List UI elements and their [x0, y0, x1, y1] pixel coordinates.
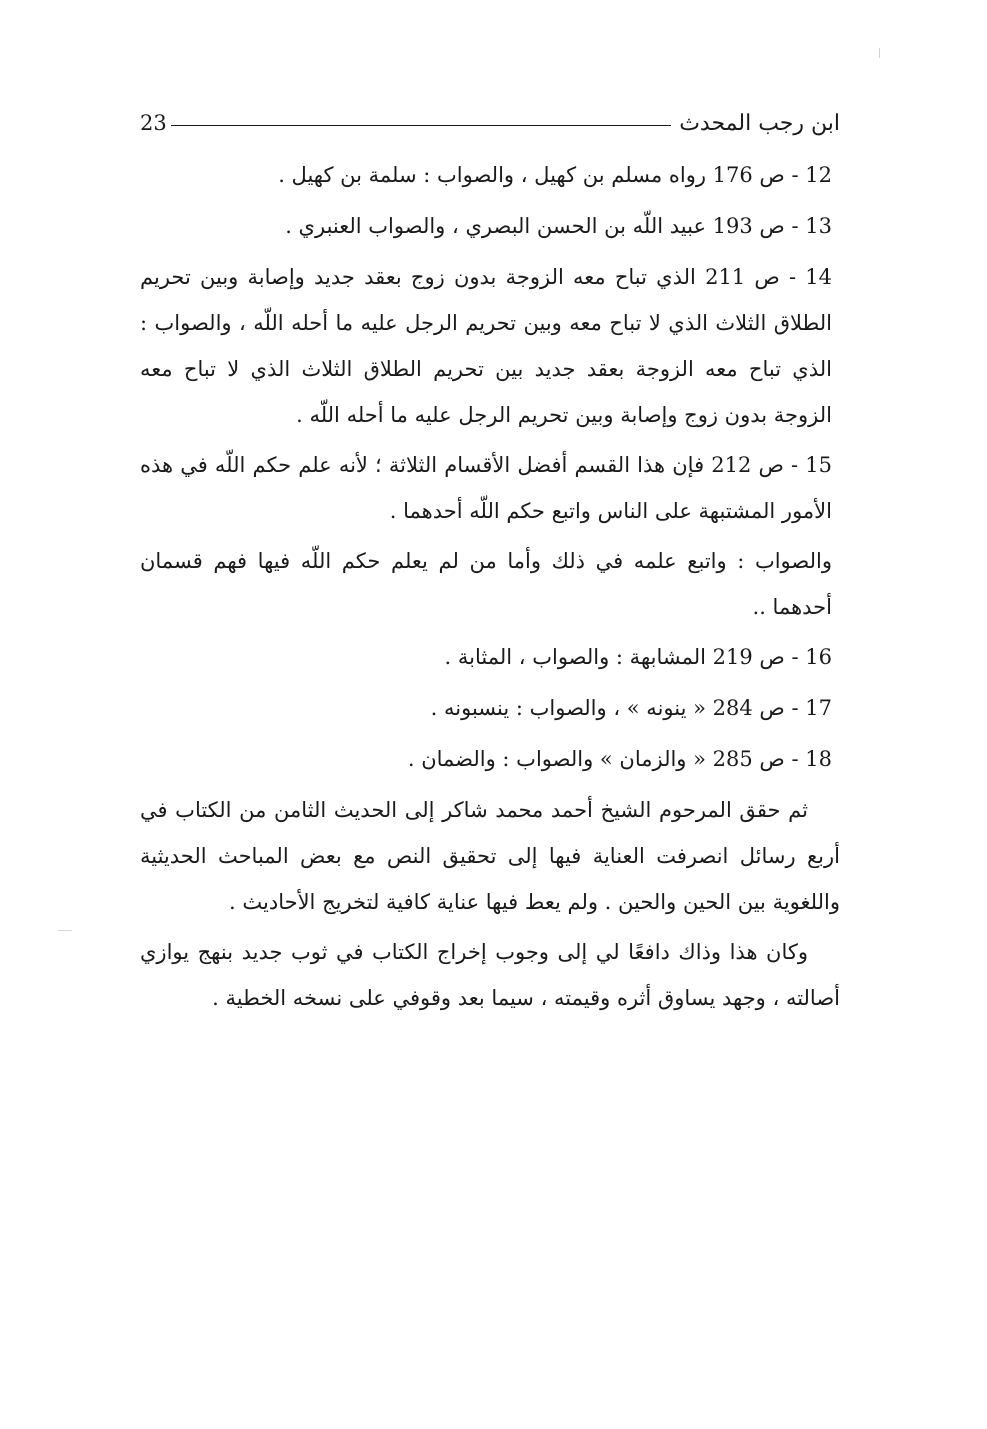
running-header [140, 100, 840, 146]
book-page [140, 100, 840, 1025]
correction-item: 15 - ص 212 فإن هذا القسم أفضل الأقسام الثلاثة ؛ لأنه علم حكم اللّه في هذه الأمور المشتبهة على الناس واتبع حكم اللّه أحدهما . [140, 453, 832, 523]
scan-mark [58, 930, 72, 932]
body-paragraph: ثم حقق المرحوم الشيخ أحمد محمد شاكر إلى الحديث الثامن من الكتاب في أربع رسائل انصرفت العناية فيها إلى تحقيق النص مع بعض المباحث الحديثية واللغوية بين الحين والحين . ولم يعط فيها عناية كافية لتخريج الأحاديث . [140, 798, 840, 914]
correction-item: 17 - ص 284 « ينونه » ، والصواب : ينسبونه . [430, 696, 832, 720]
correction-item: 18 - ص 285 « والزمان » والصواب : والضمان . [407, 747, 832, 771]
scan-mark [878, 48, 880, 58]
correction-item: 13 - ص 193 عبيد اللّه بن الحسن البصري ، والصواب العنبري . [285, 214, 832, 238]
page-body [140, 152, 840, 1021]
correction-item: 14 - ص 211 الذي تباح معه الزوجة بدون زوج بعقد جديد وإصابة وبين تحريم الطلاق الثلاث الذي لا تباح معه وبين تحريم الرجل عليه ما أحله اللّه ، والصواب : الذي تباح معه الزوجة بعقد جديد بين تحريم الطلاق الثلاث الذي لا تباح معه الزوجة بدون زوج وإصابة وبين تحريم الرجل عليه ما أحله اللّه . [140, 265, 832, 427]
page-number: 23 [140, 111, 167, 135]
running-title: ابن رجب المحدث [679, 110, 840, 136]
correction-note: والصواب : واتبع علمه في ذلك وأما من لم يعلم حكم اللّه فيها فهم قسمان أحدهما .. [140, 549, 832, 619]
header-rule [171, 125, 671, 126]
correction-item: 12 - ص 176 رواه مسلم بن كهيل ، والصواب : سلمة بن كهيل . [278, 163, 832, 187]
body-paragraph: وكان هذا وذاك دافعًا لي إلى وجوب إخراج الكتاب في ثوب جديد بنهج يوازي أصالته ، وجهد يساوق أثره وقيمته ، سيما بعد وقوفي على نسخه الخطية . [140, 940, 840, 1010]
correction-item: 16 - ص 219 المشابهة : والصواب ، المثابة . [444, 645, 832, 669]
